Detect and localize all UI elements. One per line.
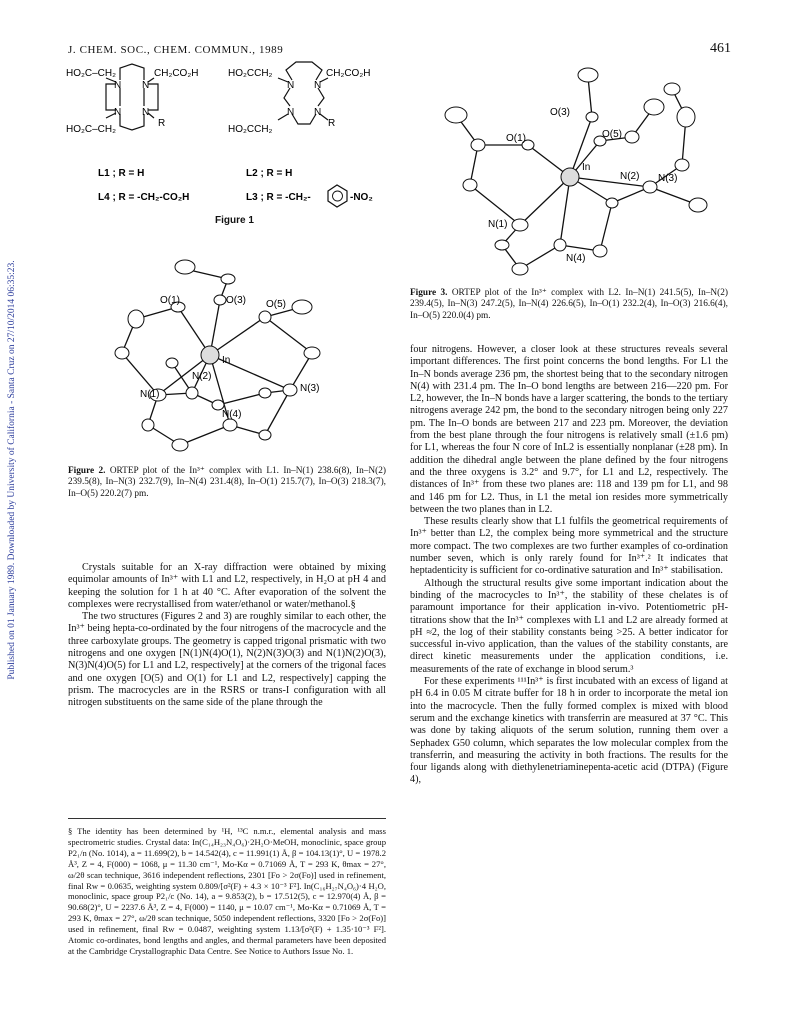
atom-label: N(3) bbox=[300, 383, 320, 394]
n-atom-label: N bbox=[142, 80, 150, 91]
n-atom-label: N bbox=[314, 107, 322, 118]
struct-left-label: HO₂C–CH₂ bbox=[66, 124, 116, 135]
paragraph: For these experiments ¹¹¹In³⁺ is first incubated with an excess of ligand at pH 6.4 in 0.05 M citrate buffer for 18 h in order to incorporate the metal ion into the macrocycle. Then the fully formed complex is mixed with blood serum and the exchange kinetics with transferrin are measured at 37 °C. This was done by taking aliquots of the serum solution, running them over a Sephadex G50 column, which separates the low molecular complex from the transferrin, and measuring the activity in both fractions. The results for the four ligands along with diethylenetriaminepenta-acetic acid (DTPA) (Figure 4), bbox=[410, 676, 728, 786]
atom-label: O(5) bbox=[602, 129, 622, 140]
paragraph: Crystals suitable for an X-ray diffraction were obtained by mixing equimolar amounts of In³⁺ with L1 and L2, respectively, in H₂O at pH 4 and keeping the solution for 1 h at 40 °C. After evaporation of the solvent the complexes were recrystallised from water/ethanol or water/methanol.§ bbox=[68, 562, 386, 610]
n-atom-label: N bbox=[287, 107, 295, 118]
atom-label: N(1) bbox=[140, 389, 160, 400]
footnote-rule bbox=[68, 818, 386, 819]
download-notice[interactable]: Published on 01 January 1989. Downloaded by University of California - Santa Cruz on 27/10/2014 06:35:23. bbox=[7, 260, 17, 680]
paragraph: These results clearly show that L1 fulfils the geometrical requirements of In³⁺ better than L2, the complex being more symmetrical and the structure more compact. The two complexes are two further examples of co-ordination number seven, which is only rarely found for In³⁺.² It indicates that heptadenticity is sufficient for co-ordinative saturation and In³⁺ stabilisation. bbox=[410, 516, 728, 577]
paragraph: four nitrogens. However, a closer look at these structures reveals several important differences. The first point concerns the bond lengths. For L1 the In–N bonds average 236 pm, the shortest being that to the secondary nitrogen N(4) with 231.4 pm. The In–O bond lengths are between 216—220 pm. For L2, however, the In–N bonds have a larger scattering, the bonds to the tertiary nitrogens average 242 pm, the bond to the secondary nitrogen being only 227 pm. The In–O bonds are between 217 and 223 pm. Moreover, the deviation from the best plane through the four nitrogens is relatively small (±1.6 pm) for L1, whereas the four N core of InL2 is essentially nonplanar (±28 pm). In addition the dihedral angle between the plane defined by the four nitrogens and the three oxygens is 3.2° and 9.7°, for L1 and L2, respectively. The distances of In³⁺ from these two planes are: 118 and 139 pm for L1, and 98 and 146 pm for L2. Thus, in L1 the metal ion resides more symmetrically between the two planes than in L2. bbox=[410, 344, 728, 515]
struct-right-label: R bbox=[328, 118, 336, 129]
figure3-caption-text: ORTEP plot of the In³⁺ complex with L2. In–N(1) 241.5(5), In–N(2) 239.4(5), In–N(3) 247.2(5), In–N(4) 226.6(5), In–O(1) 232.2(4), In–O(3) 216.6(4), In–O(5) 220.0(4) pm. bbox=[410, 288, 728, 321]
ligand-l1: L1 ; R = H bbox=[98, 168, 145, 179]
atom-label: N(2) bbox=[620, 171, 640, 182]
ligand-l4: L4 ; R = -CH₂-CO₂H bbox=[98, 192, 190, 203]
n-atom-label: N bbox=[142, 107, 150, 118]
figure2-caption bbox=[68, 466, 386, 500]
benzene-ring-icon bbox=[328, 185, 347, 207]
atom-label: N(1) bbox=[488, 219, 508, 230]
right-column-body bbox=[410, 344, 728, 787]
atom-label: O(3) bbox=[226, 295, 246, 306]
ligand-l2: L2 ; R = H bbox=[246, 168, 293, 179]
atom-label: N(2) bbox=[192, 371, 212, 382]
atom-label: O(5) bbox=[266, 299, 286, 310]
atom-label: N(4) bbox=[566, 253, 586, 264]
paragraph: Although the structural results give some important indication about the binding of the macrocycles to In³⁺, the stability of these chelates is of paramount importance for their application in-vivo. Potentiometric pH-titrations show that the In³⁺ complexes with L1 and L2 are already formed at pH ≈2, the log of their stability constants being >25. A better indicator for successful in-vivo application, than the values of the stability constants, are direct kinetic measurements under the application conditions, i.e. measurements of the rate of exchange in blood serum.³ bbox=[410, 577, 728, 675]
struct-left-label: R bbox=[158, 118, 166, 129]
left-column-body bbox=[68, 562, 386, 710]
figure3-ortep bbox=[410, 55, 730, 285]
page-number: 461 bbox=[710, 41, 731, 56]
n-atom-label: N bbox=[287, 80, 295, 91]
atom-label: O(1) bbox=[160, 295, 180, 306]
atom-label: N(4) bbox=[222, 409, 242, 420]
ligand-l3: L3 ; R = -CH₂- bbox=[246, 192, 311, 203]
struct-right-label: HO₂CCH₂ bbox=[228, 124, 273, 135]
figure1-caption: Figure 1 bbox=[215, 215, 254, 226]
paragraph: The two structures (Figures 2 and 3) are roughly similar to each other, the In³⁺ being hepta-co-ordinated by the four nitrogens of the macrocycle and the three carboxylate groups. The geometry is capped trigonal prismatic with two nitrogens and one oxygen [N(1)N(4)O(1), N(2)N(3)O(3) and N(1)N(2)O(3), N(3)N(4)O(5) for L1 and L2, respectively] at the corners of the trigonal faces and one oxygen [O(5) and O(1) for L1 and L2, respectively] capping the prism. The macrocycles are in the RSRS or trans-I configuration with all nitrogen substituents on the same side of the plane through the bbox=[68, 611, 386, 709]
figure2-caption-title: Figure 2. bbox=[68, 466, 106, 476]
figure3-caption bbox=[410, 288, 728, 322]
atom-label: In bbox=[222, 355, 231, 366]
n-atom-label: N bbox=[114, 107, 122, 118]
n-atom-label: N bbox=[114, 80, 122, 91]
atom-label: In bbox=[582, 162, 591, 173]
struct-right-label: CH₂CO₂H bbox=[326, 68, 371, 79]
struct-right-label: HO₂CCH₂ bbox=[228, 68, 273, 79]
struct-left-label: HO₂C–CH₂ bbox=[66, 68, 116, 79]
figure2-caption-text: ORTEP plot of the In³⁺ complex with L1. In–N(1) 238.6(8), In–N(2) 239.5(8), In–N(3) 232.7(9), In–N(4) 231.4(8), In–O(1) 215.7(7), In–O(3) 218.3(7), In–O(5) 220.2(7) pm. bbox=[68, 466, 386, 499]
atom-label: O(3) bbox=[550, 107, 570, 118]
atom-label: N(3) bbox=[658, 173, 678, 184]
ligand-l3-nitro: -NO₂ bbox=[350, 192, 373, 203]
n-atom-label: N bbox=[314, 80, 322, 91]
running-header: J. CHEM. SOC., CHEM. COMMUN., 1989 bbox=[68, 44, 284, 56]
atom-label: O(1) bbox=[506, 133, 526, 144]
struct-left-label: CH₂CO₂H bbox=[154, 68, 199, 79]
figure2-ortep bbox=[60, 245, 380, 460]
figure3-caption-title: Figure 3. bbox=[410, 288, 448, 298]
figure1-structures bbox=[60, 58, 380, 228]
footnote: § The identity has been determined by ¹H, ¹³C n.m.r., elemental analysis and mass spectrometric studies. Crystal data: In(C₁₄H₂₃N₄O₆)·2H₂O·MeOH, monoclinic, space group P2₁/n (No. 1014), a = 11.699(2), b = 14.542(4), c = 11.991(1) Å, β = 104.13(1)°, U = 1978.2 Å³, Z = 4, F(000) = 1068, μ = 11.30 cm⁻¹, Mo-Kα = 0.71069 Å, T = 293 K, θmax = 27°, ω/2θ scan technique, 3616 independent reflections, 2301 [Fo > 2σ(Fo)] used in refinement, final Rw = 0.0635, weighting system 0.809/[σ²(F) + 4.3 × 10⁻³ F²]. In(C₁₆H₂₇N₄O₆)·4 H₂O, monoclinic, space group P2₁/c (No. 14), a = 9.853(2), b = 17.512(5), c = 12.970(4) Å, β = 90.68(2)°, U = 2237.6 Å³, Z = 4, F(000) = 1140, μ = 10.07 cm⁻¹, Mo-Kα = 0.71069 Å, T = 293 K, θmax = 27°, ω/2θ scan technique, 5050 independent reflections, 3320 [Fo > 2σ(Fo)] used in refinement, final Rw = 0.0487, weighting system 1.13/[σ²(F) + 1.35·10⁻³ F²]. Atomic co-ordinates, bond lengths and angles, and thermal parameters have been deposited at the Cambridge Crystallographic Data Centre. See Notice to Authors Issue No. 1. bbox=[68, 826, 386, 956]
